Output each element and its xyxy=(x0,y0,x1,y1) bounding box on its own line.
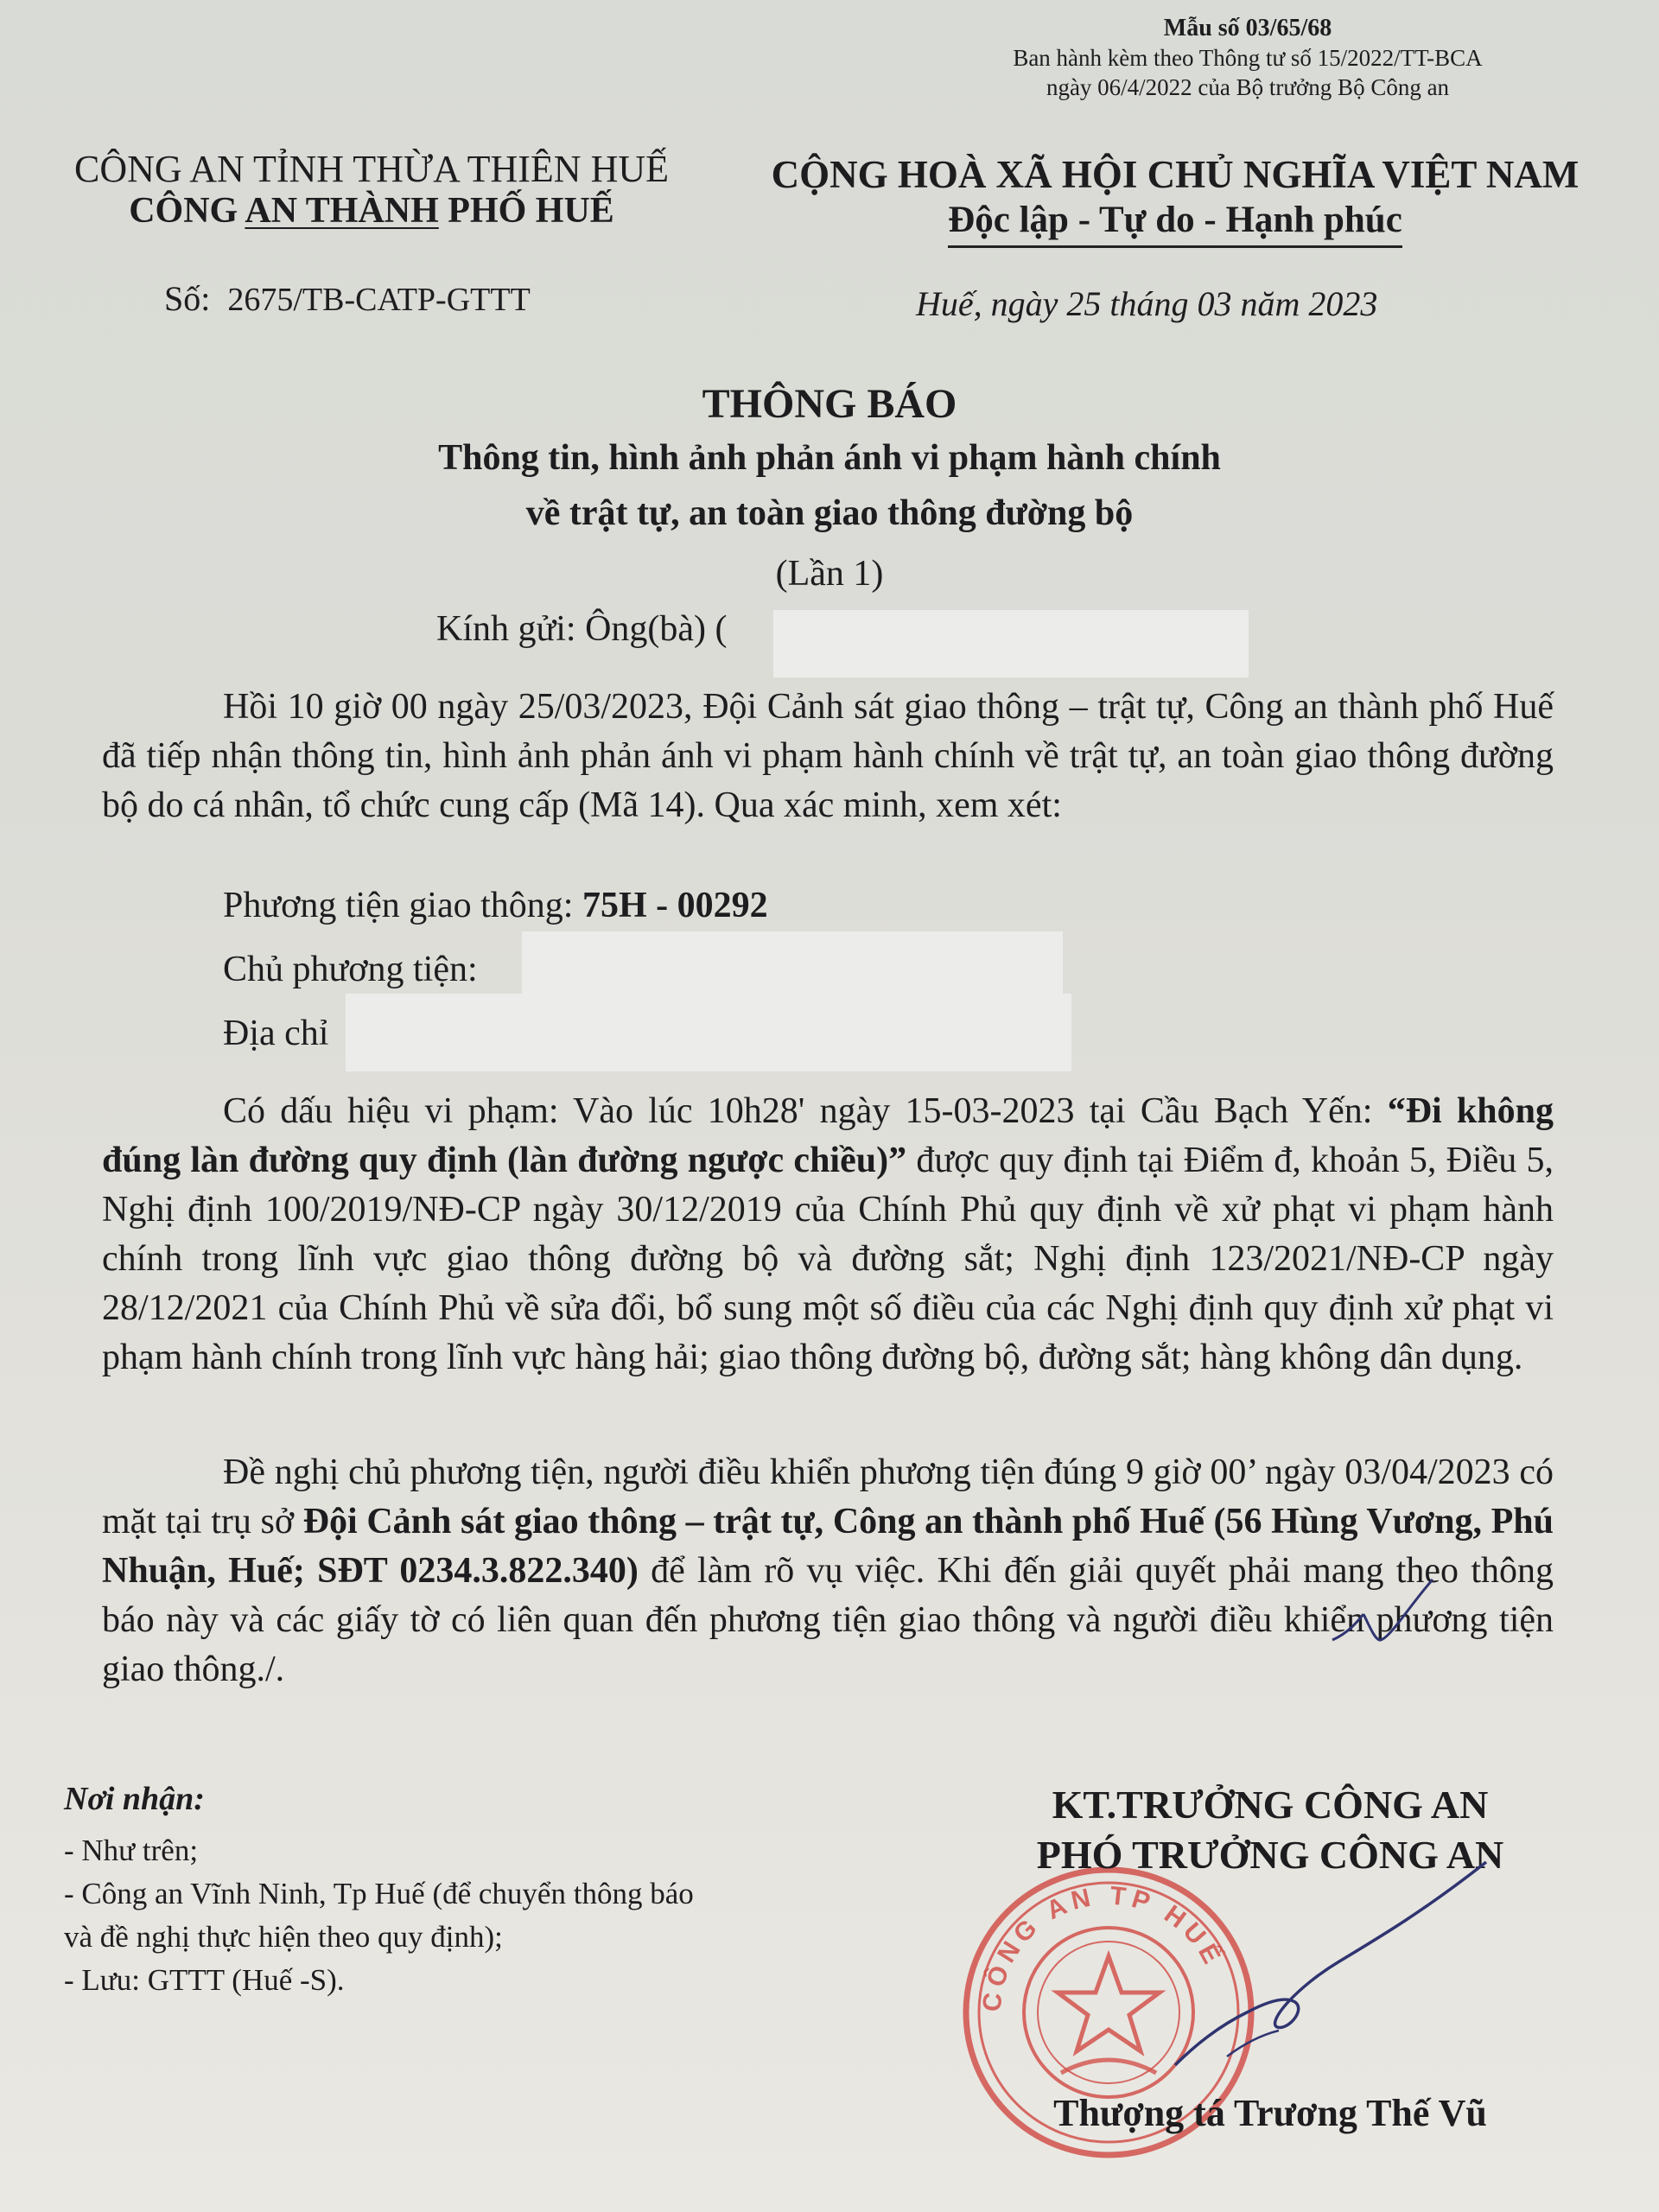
recipients-heading: Nơi nhận: xyxy=(64,1781,205,1817)
org-city-suffix: PHỐ HUẾ xyxy=(438,191,614,231)
org-city-underlined: AN THÀNH xyxy=(245,191,439,231)
request-office: Đội Cảnh sát giao thông – trật tự, Công an thành phố Huế (56 Hùng Vương, Phú Nhuận, Huế; SĐT 0234.3.822.340) xyxy=(102,1502,1554,1591)
violation-legal-basis: được quy định tại Điểm đ, khoản 5, Điều 5, Nghị định 100/2019/NĐ-CP ngày 30/12/2019 của Chính Phủ quy định về xử phạt vi phạm hành chính trong lĩnh vực giao thông đường bộ và đường sắt; Nghị định 123/2021/NĐ-CP ngày 28/12/2021 của Chính Phủ về sửa đổi, bổ sung một số điều của các Nghị định quy định xử phạt vi phạm hành chính trong lĩnh vực hàng hải; giao thông đường bộ, đường sắt; hàng không dân dụng. xyxy=(102,1141,1554,1377)
form-issued-by: Ban hành kèm theo Thông tư số 15/2022/TT-BCA xyxy=(1013,45,1483,71)
signer-name: Thượng tá Trương Thế Vũ xyxy=(1053,2092,1487,2134)
vehicle-label: Phương tiện giao thông: xyxy=(223,886,582,925)
handwritten-signature xyxy=(1166,1858,1495,2074)
recipient-item: - Công an Vĩnh Ninh, Tp Huế (để chuyển thông báo xyxy=(64,1877,694,1910)
doc-number-value: 2675/TB-CATP-GTTT xyxy=(227,282,531,318)
greeting: Kính gửi: Ông(bà) ( xyxy=(436,609,728,649)
org-province: CÔNG AN TỈNH THỪA THIÊN HUẾ xyxy=(73,148,669,190)
redacted-address xyxy=(346,994,1071,1071)
signature-authority: KT.TRƯỞNG CÔNG AN xyxy=(1052,1783,1489,1827)
motto-text: Độc lập - Tự do - Hạnh phúc xyxy=(948,200,1402,248)
place-date: Huế, ngày 25 tháng 03 năm 2023 xyxy=(916,284,1378,323)
violation-intro: Có dấu hiệu vi phạm: Vào lúc 10h28' ngày 15-03-2023 tại Cầu Bạch Yến: xyxy=(223,1091,1388,1131)
paragraph-intro xyxy=(102,683,1554,830)
request-rest: để làm rõ vụ việc. Khi đến giải quyết phải mang theo thông báo này và các giấy tờ có liên quan đến phương tiện giao thông và người điều khiển phương tiện giao thông./. xyxy=(102,1551,1554,1689)
paragraph-request xyxy=(102,1448,1554,1694)
request-intro: Đề nghị chủ phương tiện, người điều khiển phương tiện đúng 9 giờ 00’ ngày 03/04/2023 có mặt tại trụ sở xyxy=(102,1452,1554,1541)
doc-title: THÔNG BÁO xyxy=(702,381,957,427)
doc-number-label: Số: xyxy=(164,279,211,318)
violation-description: “Đi không đúng làn đường quy định (làn đường ngược chiều)” xyxy=(102,1091,1554,1180)
vehicle-plate: 75H - 00292 xyxy=(582,886,768,925)
form-reference xyxy=(971,14,1524,102)
doc-subtitle-2: về trật tự, an toàn giao thông đường bộ xyxy=(525,493,1134,533)
nation-motto xyxy=(743,199,1607,241)
signature-position: PHÓ TRƯỞNG CÔNG AN xyxy=(1036,1833,1504,1877)
seal-text: CÔNG AN TP HUẾ xyxy=(977,1881,1229,2013)
doc-round: (Lần 1) xyxy=(775,554,884,594)
address-label: Địa chỉ xyxy=(223,1014,329,1053)
org-city-prefix: CÔNG xyxy=(129,191,245,231)
form-issued-date: ngày 06/4/2022 của Bộ trưởng Bộ Công an xyxy=(1046,74,1450,100)
initial-checkmark xyxy=(1331,1573,1434,1650)
org-city xyxy=(52,190,691,232)
paragraph-violation xyxy=(102,1087,1554,1382)
doc-subtitle-1: Thông tin, hình ảnh phản ánh vi phạm hành chính xyxy=(438,438,1221,478)
vehicle-line xyxy=(223,885,768,926)
redacted-name xyxy=(773,610,1249,677)
paragraph-intro-text: Hồi 10 giờ 00 ngày 25/03/2023, Đội Cảnh sát giao thông – trật tự, Công an thành phố Huế đã tiếp nhận thông tin, hình ảnh phản ánh vi phạm hành chính về trật tự, an toàn giao thông đường bộ do cá nhân, tổ chức cung cấp (Mã 14). Qua xác minh, xem xét: xyxy=(102,687,1554,825)
redacted-owner xyxy=(522,931,1063,995)
owner-label: Chủ phương tiện: xyxy=(223,950,478,989)
recipient-item: - Như trên; xyxy=(64,1834,199,1867)
doc-number xyxy=(164,278,531,319)
recipient-item: - Lưu: GTTT (Huế -S). xyxy=(64,1963,345,1997)
nation-title: CỘNG HOÀ XÃ HỘI CHỦ NGHĨA VIỆT NAM xyxy=(771,153,1580,196)
recipient-item: và đề nghị thực hiện theo quy định); xyxy=(64,1920,503,1954)
form-number: Mẫu số 03/65/68 xyxy=(1163,15,1332,41)
